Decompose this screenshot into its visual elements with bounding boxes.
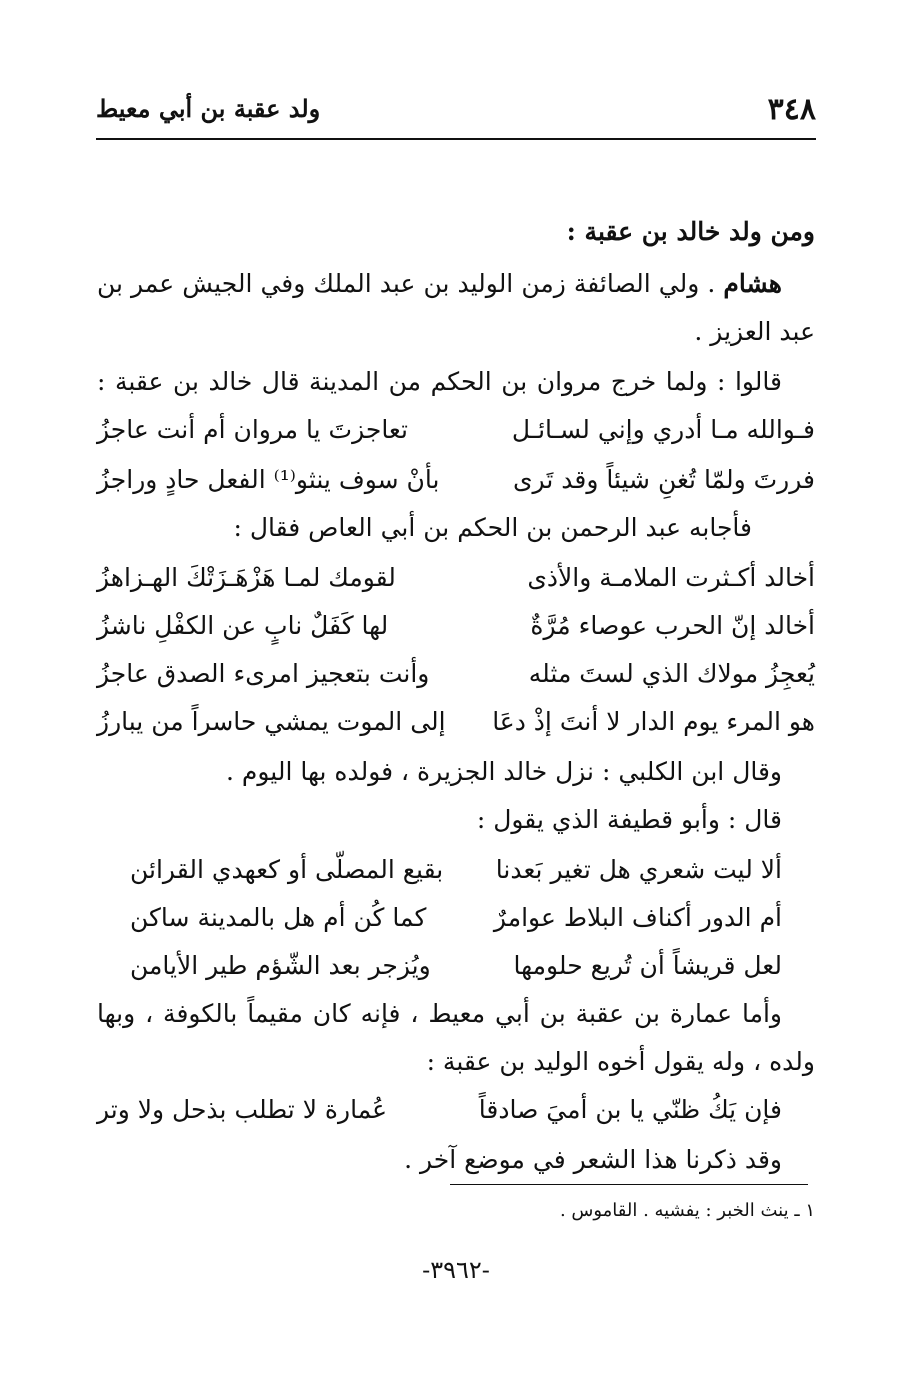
hemistich-first: فإن يَكُ ظنّي يا بن أميَ صادقاً — [478, 1095, 782, 1124]
paragraph-line: فأجابه عبد الرحمن بن الحكم بن أبي العاص فقال : — [233, 513, 752, 542]
hemistich-first: ألا ليت شعري هل تغير بَعدنا — [495, 855, 782, 884]
hemistich-first: أخالد أكـثرت الملامـة والأذى — [527, 563, 815, 592]
verse-line — [97, 410, 815, 450]
verse-line — [97, 702, 815, 742]
hemistich-second: إلى الموت يمشي حاسراً من يبارزُ — [97, 707, 446, 736]
person-name: هشام — [723, 269, 782, 298]
paragraph-line: قال : وأبو قطيفة الذي يقول : — [476, 805, 782, 834]
verse-line — [97, 606, 815, 646]
section-heading: ومن ولد خالد بن عقبة : — [566, 217, 815, 246]
hemistich-first: يُعجِزُ مولاك الذي لستَ مثله — [528, 659, 815, 688]
hemistich-second: بأنْ سوف ينثو⁽¹⁾ الفعل حادٍ وراجزُ — [97, 465, 440, 494]
verse-line — [97, 654, 815, 694]
paragraph-line: عبد العزيز . — [694, 317, 815, 346]
running-title: ولد عقبة بن أبي معيط — [96, 94, 321, 123]
hemistich-second: وأنت بتعجيز امرىء الصدق عاجزُ — [97, 659, 430, 688]
header-rule — [96, 138, 816, 140]
paragraph-line: وأما عمارة بن عقبة بن أبي معيط ، فإنه كان مقيماً بالكوفة ، وبها — [97, 999, 782, 1028]
hemistich-second: بقيع المصلّى أو كعهدي القرائن — [130, 855, 444, 884]
verse-line — [130, 898, 782, 938]
hemistich-first: أخالد إنّ الحرب عوصاء مُرَّةٌ — [530, 611, 815, 640]
page-number: ٣٤٨ — [767, 92, 816, 127]
paragraph-line — [97, 264, 782, 304]
paragraph-line: ولده ، وله يقول أخوه الوليد بن عقبة : — [426, 1047, 815, 1076]
hemistich-first: فـوالله مـا أدري وإني لسـائـل — [511, 415, 815, 444]
paragraph-line: قالوا : ولما خرج مروان بن الحكم من المدينة قال خالد بن عقبة : — [97, 367, 782, 396]
hemistich-first: لعل قريشاً أن تُريع حلومها — [513, 951, 782, 980]
paragraph-line: وقال ابن الكلبي : نزل خالد الجزيرة ، فولده بها اليوم . — [226, 757, 782, 786]
hemistich-second: لقومك لمـا هَزْهَـزَتْكَ الهـزاهزُ — [97, 563, 396, 592]
footnote-rule — [450, 1184, 808, 1185]
hemistich-first: هو المرء يوم الدار لا أنتَ إذْ دعَا — [492, 707, 815, 736]
paragraph-text: . ولي الصائفة زمن الوليد بن عبد الملك وفي الجيش عمر بن — [97, 269, 716, 298]
hemistich-second: كما كُن أم هل بالمدينة ساكن — [130, 903, 427, 932]
verse-line — [97, 460, 815, 500]
folio-number: -٣٩٦٢- — [422, 1256, 490, 1284]
paragraph-line: وقد ذكرنا هذا الشعر في موضع آخر . — [404, 1145, 782, 1174]
verse-line — [97, 558, 815, 598]
hemistich-first: فررتَ ولمّا تُغنِ شيئاً وقد تَرى — [512, 465, 815, 494]
verse-line — [97, 1090, 782, 1130]
hemistich-first: أم الدور أكناف البلاط عوامرٌ — [493, 903, 782, 932]
hemistich-second: عُمارة لا تطلب بذحل ولا وتر — [97, 1095, 388, 1124]
hemistich-second: ويُزجر بعد الشّؤم طير الأيامن — [130, 951, 431, 980]
verse-line — [130, 946, 782, 986]
footnote: ١ ـ ينث الخبر : يفشيه . القاموس . — [559, 1200, 815, 1221]
hemistich-second: لها كَفَلٌ نابٍ عن الكفْلِ ناشزُ — [97, 611, 389, 640]
hemistich-second: تعاجزتَ يا مروان أم أنت عاجزُ — [97, 415, 408, 444]
page-header — [96, 92, 816, 136]
verse-line — [130, 850, 782, 890]
